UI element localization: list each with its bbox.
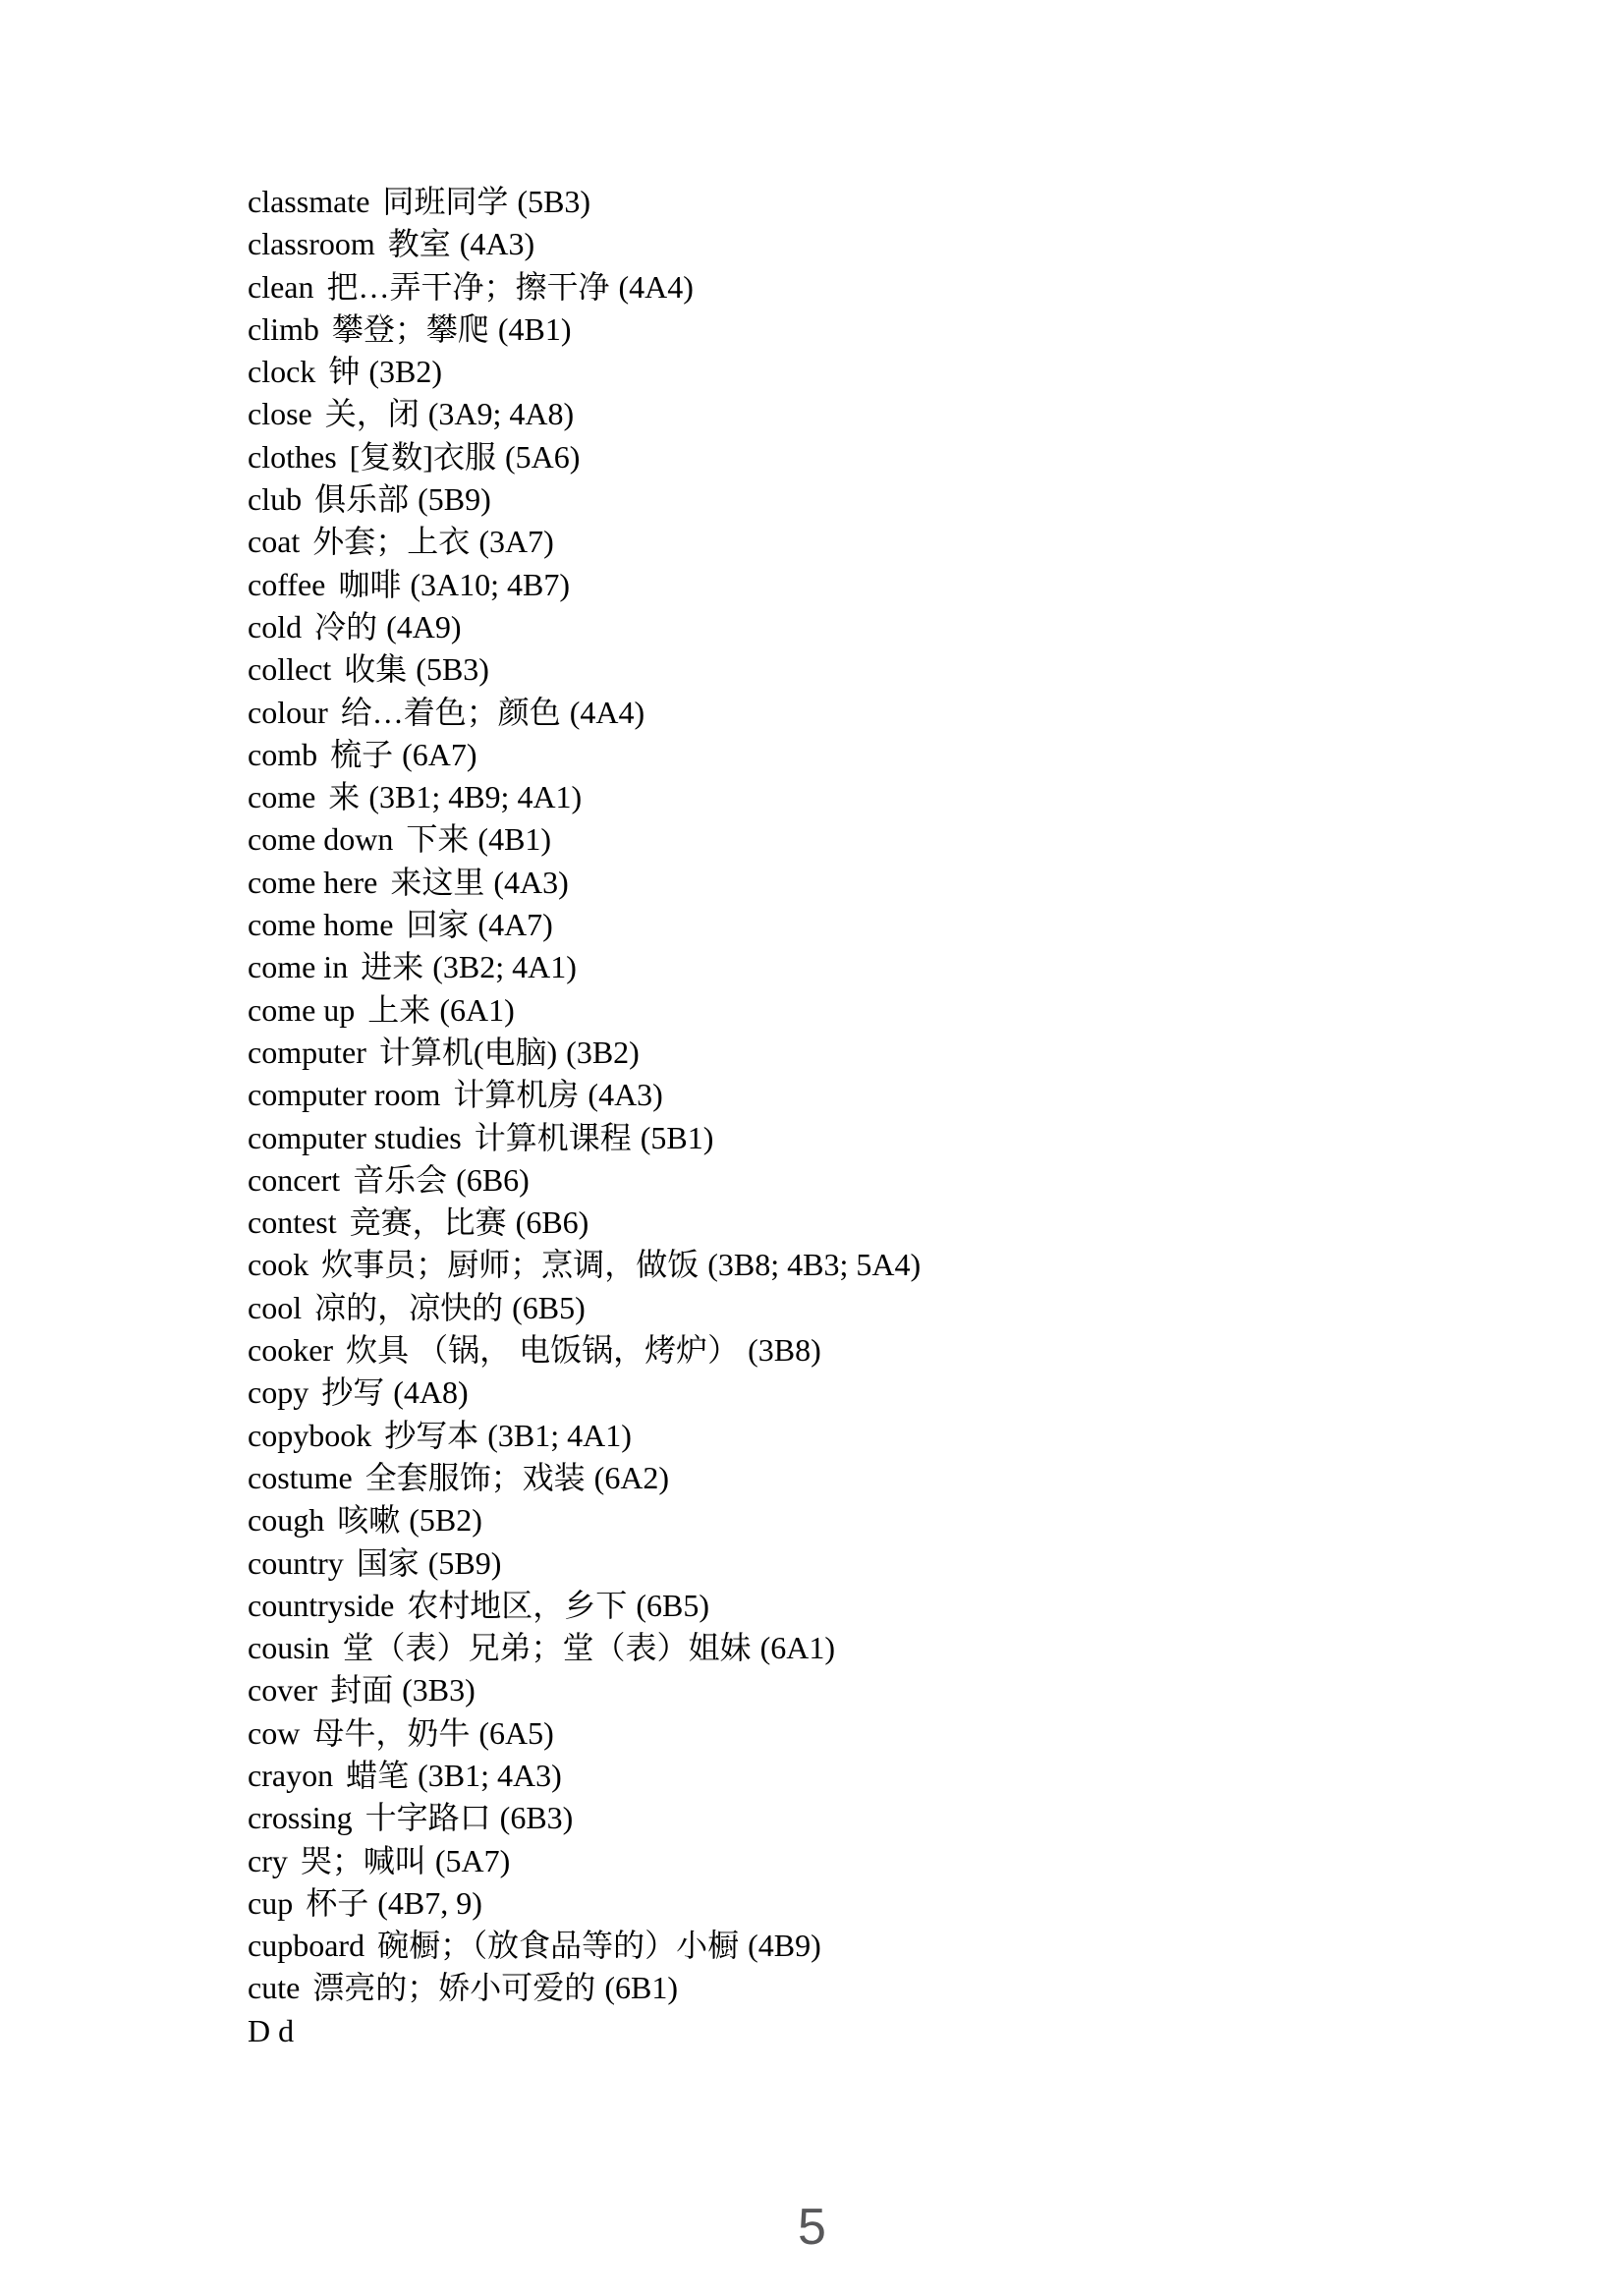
entry-ref: (6B6) (456, 1161, 530, 1198)
entry-ref: (4B9) (748, 1928, 821, 1964)
entry-definition: 凉的，凉快的 (314, 1289, 504, 1325)
entry-word: cough (248, 1502, 325, 1539)
glossary-entry (248, 1627, 921, 1669)
entry-word: clean (248, 268, 314, 305)
entry-ref: (4A8) (393, 1374, 469, 1411)
entry-ref: (6B1) (604, 1970, 678, 2006)
glossary-entry (248, 1372, 921, 1414)
entry-word: coat (248, 524, 301, 560)
glossary-entry (248, 436, 921, 478)
entry-ref: (5B3) (416, 651, 489, 688)
glossary-entry (248, 1244, 921, 1286)
entry-word: clock (248, 354, 316, 390)
entry-ref: (6A1) (439, 991, 515, 1028)
entry-word: cupboard (248, 1928, 365, 1964)
glossary-entry (248, 1032, 921, 1074)
entry-word: computer room (248, 1077, 441, 1113)
glossary-entry (248, 223, 921, 265)
entry-definition: 咳嗽 (337, 1502, 401, 1539)
entry-word: cooker (248, 1332, 334, 1369)
glossary-entry (248, 1967, 921, 2009)
entry-word: cover (248, 1672, 318, 1708)
entry-ref: (6A2) (593, 1459, 670, 1495)
entry-word: country (248, 1544, 344, 1581)
entry-definition: 回家 (406, 907, 470, 943)
entry-definition: 钟 (328, 354, 361, 390)
entry-ref: (6A5) (478, 1714, 554, 1751)
entry-definition: 来 (328, 779, 361, 815)
entry-word: cold (248, 608, 303, 644)
entry-definition: 哭；喊叫 (300, 1842, 426, 1878)
entry-definition: 进来 (361, 949, 424, 985)
glossary-entry (248, 478, 921, 521)
glossary-entry (248, 1415, 921, 1457)
entry-word: comb (248, 736, 318, 772)
entry-definition: 梳子 (330, 736, 394, 772)
entry-word: contest (248, 1204, 337, 1241)
glossary-entry (248, 1117, 921, 1159)
glossary-entry (248, 351, 921, 393)
glossary-entry (248, 564, 921, 606)
entry-word: classmate (248, 184, 370, 219)
entry-ref: (6B3) (499, 1800, 574, 1836)
entry-word: colour (248, 694, 328, 730)
glossary-entry (248, 648, 921, 691)
entry-word: copy (248, 1374, 309, 1411)
entry-word: come up (248, 991, 356, 1028)
entry-word: costume (248, 1459, 353, 1495)
glossary-entry (248, 1329, 921, 1372)
glossary-entry (248, 1797, 921, 1839)
entry-definition: 抄写 (321, 1374, 385, 1411)
entry-ref: (4B1) (477, 821, 552, 858)
entry-word: D d (248, 2012, 295, 2048)
glossary-entry (248, 1074, 921, 1116)
glossary-entry (248, 606, 921, 648)
entry-ref: (6B5) (636, 1587, 709, 1623)
entry-definition: 母牛，奶牛 (312, 1714, 471, 1751)
entry-word: climb (248, 310, 319, 347)
entry-definition: 十字路口 (364, 1800, 491, 1836)
entry-definition: 抄写本 (384, 1417, 479, 1453)
glossary-entry (248, 734, 921, 776)
entry-definition: 同班同学 (382, 184, 509, 219)
entry-ref: (3A10; 4B7) (410, 566, 571, 602)
entry-word: classroom (248, 226, 375, 262)
entry-word: crayon (248, 1757, 334, 1793)
entry-definition: 全套服饰；戏装 (364, 1459, 586, 1495)
entry-word: come here (248, 864, 378, 900)
glossary-entry (248, 1882, 921, 1925)
entry-word: concert (248, 1161, 341, 1198)
entry-ref: (5B9) (418, 481, 491, 518)
entry-ref: (5B3) (517, 184, 591, 219)
entry-ref: (3A7) (478, 524, 554, 560)
glossary-entry (248, 989, 921, 1032)
entry-word: cry (248, 1842, 288, 1878)
glossary-entry (248, 692, 921, 734)
entry-definition: 音乐会 (353, 1161, 448, 1198)
glossary-entry (248, 1499, 921, 1541)
entry-definition: 收集 (344, 651, 408, 688)
glossary-entry (248, 308, 921, 351)
entry-definition: 俱乐部 (314, 481, 410, 518)
entry-definition: 冷的 (314, 608, 378, 644)
entry-ref: (3B1; 4A1) (487, 1417, 632, 1453)
entry-ref: (3B2; 4A1) (432, 949, 577, 985)
glossary-entry (248, 1840, 921, 1882)
entry-ref: (4A7) (477, 907, 553, 943)
entry-ref: (6A7) (402, 736, 477, 772)
glossary-entry (248, 1712, 921, 1755)
entry-ref: (5B2) (409, 1502, 482, 1539)
entry-ref: (4A3) (588, 1077, 663, 1113)
entry-definition: 咖啡 (338, 566, 402, 602)
entry-word: club (248, 481, 303, 518)
entry-definition: 计算机课程 (474, 1119, 632, 1155)
section-letter-heading (248, 2010, 921, 2052)
glossary-entry (248, 1755, 921, 1797)
entry-definition: 竞赛，比赛 (349, 1204, 507, 1241)
entry-ref: (3B1; 4B9; 4A1) (368, 779, 583, 815)
entry-ref: (6B6) (515, 1204, 589, 1241)
glossary-list (248, 181, 921, 2052)
glossary-entry (248, 818, 921, 861)
entry-word: come (248, 779, 316, 815)
entry-ref: (3B8) (748, 1332, 821, 1369)
glossary-entry (248, 1287, 921, 1329)
entry-ref: (5B1) (640, 1119, 714, 1155)
entry-definition: 碗橱；（放食品等的）小橱 (377, 1928, 740, 1964)
entry-word: come in (248, 949, 349, 985)
entry-word: computer studies (248, 1119, 462, 1155)
entry-word: collect (248, 651, 332, 688)
glossary-entry (248, 946, 921, 988)
entry-word: cup (248, 1884, 294, 1921)
entry-ref: (3B3) (402, 1672, 476, 1708)
entry-definition: 下来 (406, 821, 470, 858)
entry-ref: (4A9) (386, 608, 462, 644)
entry-definition: 农村地区，乡下 (407, 1587, 628, 1623)
entry-ref: (4A3) (493, 864, 569, 900)
entry-definition: 炊具 （锅， 电饭锅，烤炉） (346, 1332, 740, 1369)
entry-definition: 蜡笔 (346, 1757, 410, 1793)
entry-definition: 杯子 (306, 1884, 369, 1921)
glossary-entry (248, 862, 921, 904)
entry-word: cousin (248, 1630, 330, 1666)
entry-word: coffee (248, 566, 326, 602)
glossary-entry (248, 1542, 921, 1585)
glossary-entry (248, 904, 921, 946)
glossary-entry (248, 1925, 921, 1967)
entry-definition: 炊事员；厨师；烹调，做饭 (321, 1247, 700, 1283)
entry-ref: (5A7) (434, 1842, 511, 1878)
entry-definition: 外套；上衣 (312, 524, 471, 560)
entry-word: countryside (248, 1587, 395, 1623)
glossary-entry (248, 521, 921, 563)
entry-word: cute (248, 1970, 301, 2006)
entry-definition: 来这里 (390, 864, 485, 900)
entry-definition: 堂（表）兄弟；堂（表）姐妹 (342, 1630, 752, 1666)
entry-word: cow (248, 1714, 301, 1751)
entry-ref: (3B1; 4A3) (418, 1757, 562, 1793)
entry-definition: 给…着色；颜色 (340, 694, 561, 730)
glossary-entry (248, 1202, 921, 1244)
entry-definition: 关，闭 (324, 396, 420, 432)
entry-word: clothes (248, 438, 337, 475)
entry-word: copybook (248, 1417, 372, 1453)
entry-definition: 上来 (367, 991, 431, 1028)
entry-ref: (4B7, 9) (377, 1884, 482, 1921)
entry-ref: (3B8; 4B3; 5A4) (707, 1247, 922, 1283)
entry-word: close (248, 396, 312, 432)
page-number: 5 (798, 2199, 826, 2256)
glossary-entry (248, 393, 921, 435)
entry-word: cook (248, 1247, 309, 1283)
entry-definition: 把…弄干净；擦干净 (326, 268, 610, 305)
entry-ref: (5A6) (504, 438, 581, 475)
entry-ref: (4A4) (618, 268, 694, 305)
entry-ref: (3B2) (368, 354, 442, 390)
entry-definition: 国家 (356, 1544, 420, 1581)
entry-ref: (3B2) (566, 1034, 640, 1070)
entry-word: come home (248, 907, 394, 943)
entry-ref: (4A3) (459, 226, 535, 262)
glossary-entry (248, 181, 921, 223)
entry-definition: 计算机(电脑) (378, 1034, 558, 1070)
entry-definition: 漂亮的；娇小可爱的 (312, 1970, 596, 2006)
entry-ref: (3A9; 4A8) (427, 396, 575, 432)
entry-word: crossing (248, 1800, 353, 1836)
entry-ref: (4B1) (497, 310, 572, 347)
entry-ref: (6A1) (759, 1630, 835, 1666)
entry-ref: (4A4) (569, 694, 645, 730)
glossary-entry (248, 776, 921, 818)
entry-definition: 教室 (387, 226, 451, 262)
entry-definition: [复数]衣服 (349, 438, 496, 475)
entry-word: cool (248, 1289, 303, 1325)
entry-ref: (6B5) (512, 1289, 586, 1325)
glossary-entry (248, 1457, 921, 1499)
entry-word: computer (248, 1034, 366, 1070)
glossary-entry (248, 1585, 921, 1627)
glossary-entry (248, 266, 921, 308)
entry-definition: 计算机房 (453, 1077, 580, 1113)
entry-definition: 封面 (330, 1672, 394, 1708)
entry-ref: (5B9) (427, 1544, 502, 1581)
glossary-entry (248, 1159, 921, 1202)
glossary-entry (248, 1669, 921, 1711)
entry-word: come down (248, 821, 394, 858)
entry-definition: 攀登；攀爬 (331, 310, 489, 347)
